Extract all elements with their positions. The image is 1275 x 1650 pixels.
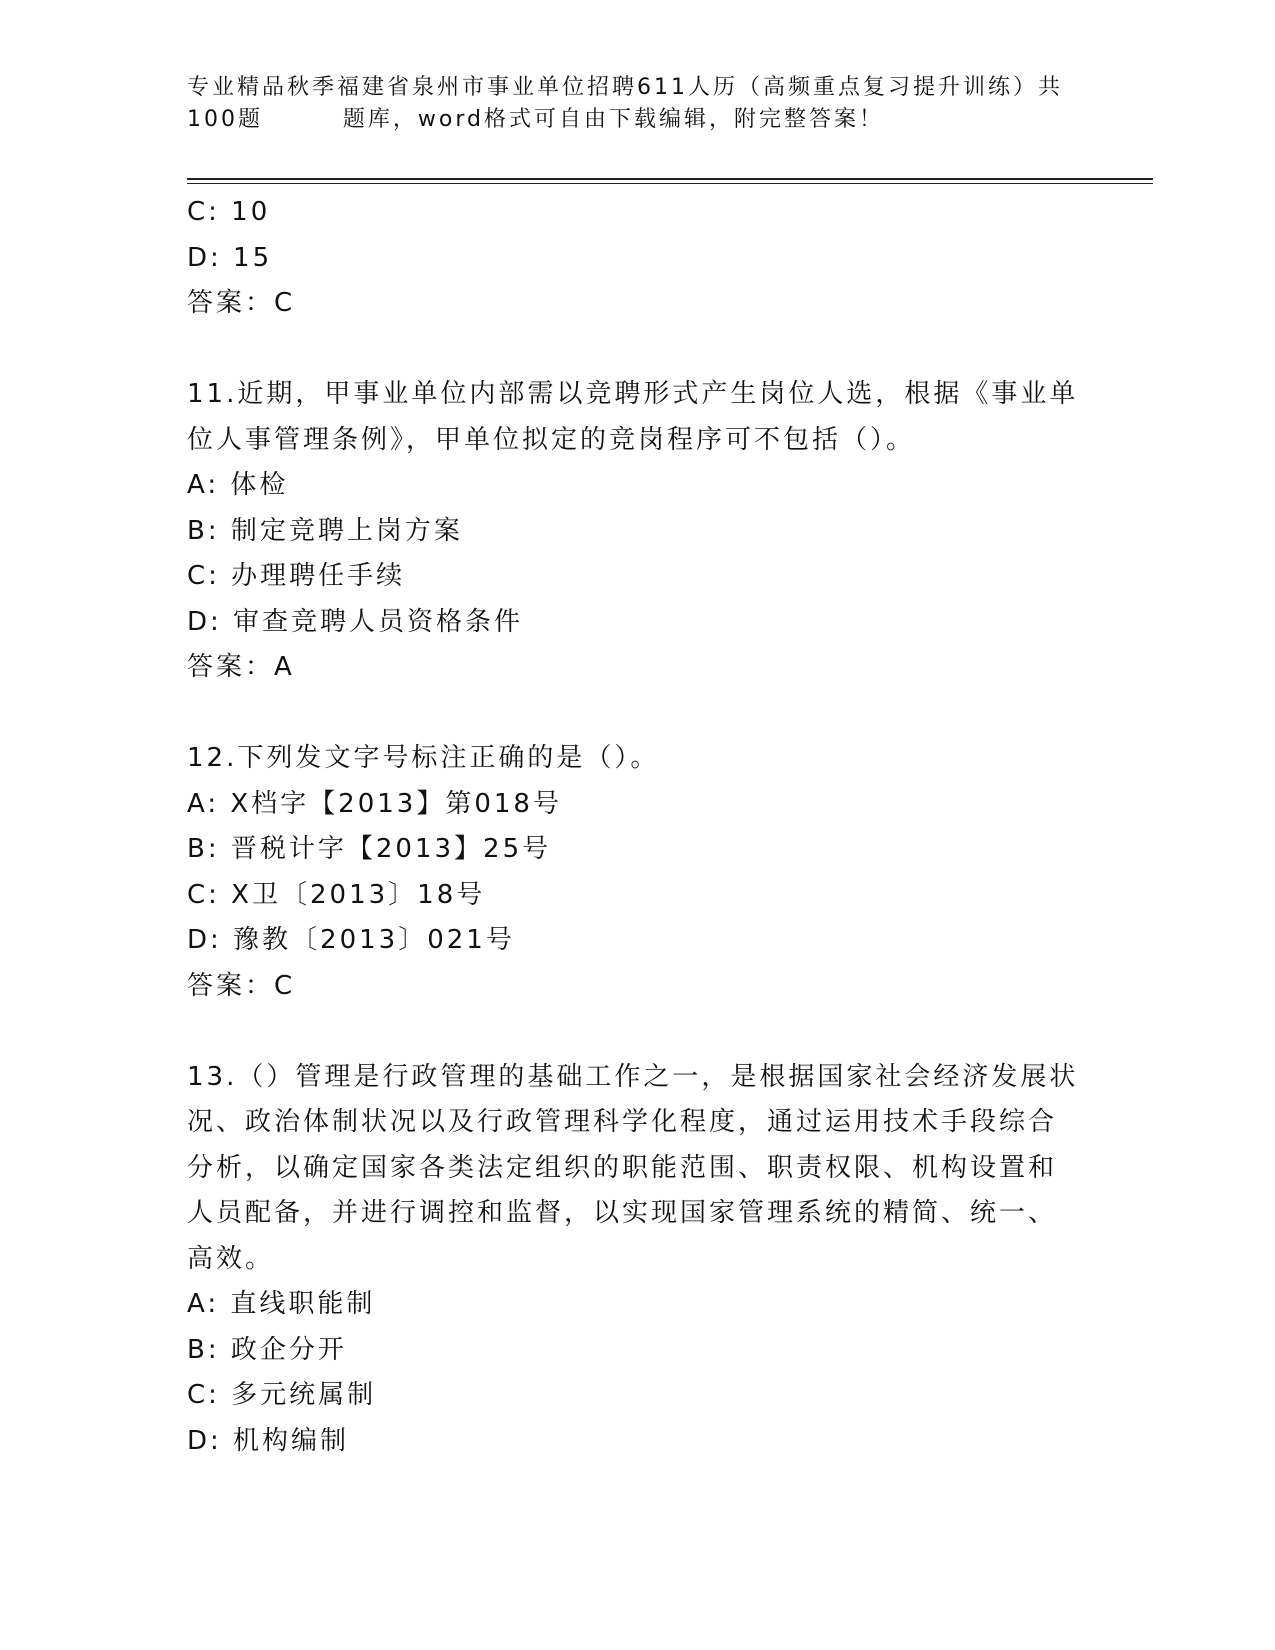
option-d: D: 审查竞聘人员资格条件 — [187, 606, 524, 637]
option-a: A: 体检 — [187, 470, 289, 500]
question-block-11 — [187, 372, 1087, 691]
question-block-12 — [187, 736, 1087, 1009]
question-stem-line: 分析，以确定国家各类法定组织的职能范围、职责权限、机构设置和 — [187, 1152, 1058, 1183]
answer-line: 答案：C — [187, 970, 296, 1001]
option-a: A: 直线职能制 — [187, 1289, 376, 1319]
option-b: B: 制定竞聘上岗方案 — [187, 515, 463, 546]
header-title-line-2: 100题 题库，word格式可自由下载编辑，附完整答案！ — [187, 107, 885, 132]
header-title-line-1: 专业精品秋季福建省泉州市事业单位招聘611人历（高频重点复习提升训练）共 — [187, 75, 1063, 100]
block-spacer — [187, 691, 1087, 737]
question-stem-line: 13.（）管理是行政管理的基础工作之一，是根据国家社会经济发展状 — [187, 1061, 1079, 1092]
option-c: C: 10 — [187, 197, 271, 227]
option-d: D: 豫教〔2013〕021号 — [187, 925, 515, 955]
page-header — [187, 72, 1067, 136]
answer-line: 答案：A — [187, 652, 295, 682]
option-d: D: 机构编制 — [187, 1425, 350, 1456]
option-d: D: 15 — [187, 242, 273, 273]
option-b: B: 政企分开 — [187, 1334, 347, 1365]
option-c: C: X卫〔2013〕18号 — [187, 879, 486, 910]
block-spacer — [187, 327, 1087, 373]
question-stem-line: 位人事管理条例》，甲单位拟定的竞岗程序可不包括（）。 — [187, 424, 916, 455]
option-a: A: X档字【2013】第018号 — [187, 788, 562, 819]
option-b: B: 晋税计字【2013】25号 — [187, 834, 552, 864]
option-c: C: 多元统属制 — [187, 1380, 377, 1410]
question-stem-line: 11.近期，甲事业单位内部需以竞聘形式产生岗位人选，根据《事业单 — [187, 379, 1079, 409]
header-rule-thin — [187, 183, 1153, 184]
answer-line: 答案：C — [187, 288, 296, 318]
question-block-13 — [187, 1055, 1087, 1465]
question-stem-line: 况、政治体制状况以及行政管理科学化程度，通过运用技术手段综合 — [187, 1107, 1058, 1137]
question-stem-line: 人员配备，并进行调控和监督，以实现国家管理系统的精简、统一、 — [187, 1198, 1058, 1228]
question-stem-line: 12.下列发文字号标注正确的是（）。 — [187, 743, 660, 773]
block-spacer — [187, 1009, 1087, 1055]
document-body — [187, 190, 1087, 1464]
question-block-prev — [187, 190, 1087, 327]
header-rule-thick — [187, 178, 1153, 180]
question-stem-line: 高效。 — [187, 1243, 275, 1274]
option-c: C: 办理聘任手续 — [187, 561, 406, 591]
